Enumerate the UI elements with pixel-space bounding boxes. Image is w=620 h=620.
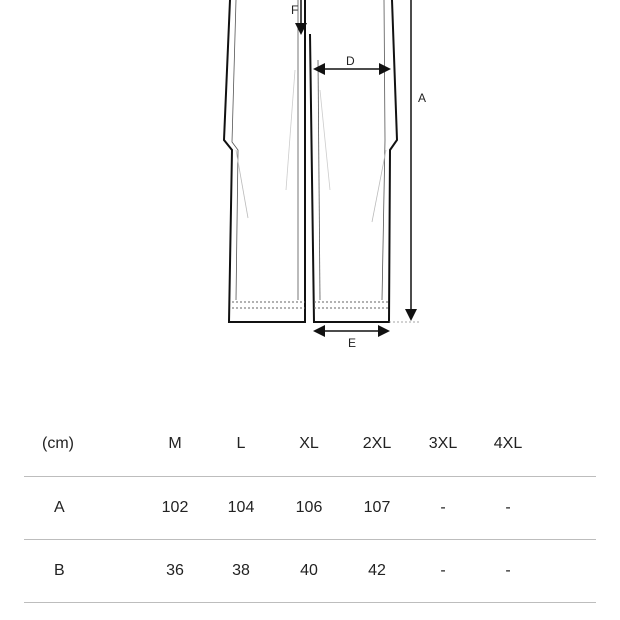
label-d: D: [346, 54, 355, 68]
column-header: 3XL: [428, 435, 458, 452]
table-cell: 106: [295, 499, 323, 516]
table-cell: 40: [300, 562, 318, 579]
size-table: [24, 412, 596, 603]
label-e: E: [348, 336, 357, 350]
row-label: B: [54, 562, 65, 579]
row-label: A: [54, 499, 65, 516]
column-header: XL: [299, 435, 319, 452]
column-header: 2XL: [362, 435, 392, 452]
column-header: 4XL: [493, 435, 523, 452]
left-leg-outline: [224, 0, 305, 322]
label-f: F: [291, 3, 299, 17]
unit-label: (cm): [42, 435, 74, 452]
table-cell: 36: [166, 562, 184, 579]
table-cell: 107: [363, 499, 391, 516]
column-header: M: [168, 435, 182, 452]
label-a: A: [418, 91, 427, 105]
table-cell: 42: [368, 562, 386, 579]
table-cell: 104: [227, 499, 255, 516]
table-row: [24, 540, 596, 603]
table-row: [24, 477, 596, 540]
table-cell: -: [505, 562, 511, 579]
table-cell: 102: [161, 499, 189, 516]
table-cell: -: [440, 499, 446, 516]
column-header: L: [236, 435, 246, 452]
table-cell: -: [440, 562, 446, 579]
table-cell: -: [505, 499, 511, 516]
right-leg-outline: [310, 0, 397, 322]
size-table-header: [24, 412, 596, 477]
table-cell: 38: [232, 562, 250, 579]
